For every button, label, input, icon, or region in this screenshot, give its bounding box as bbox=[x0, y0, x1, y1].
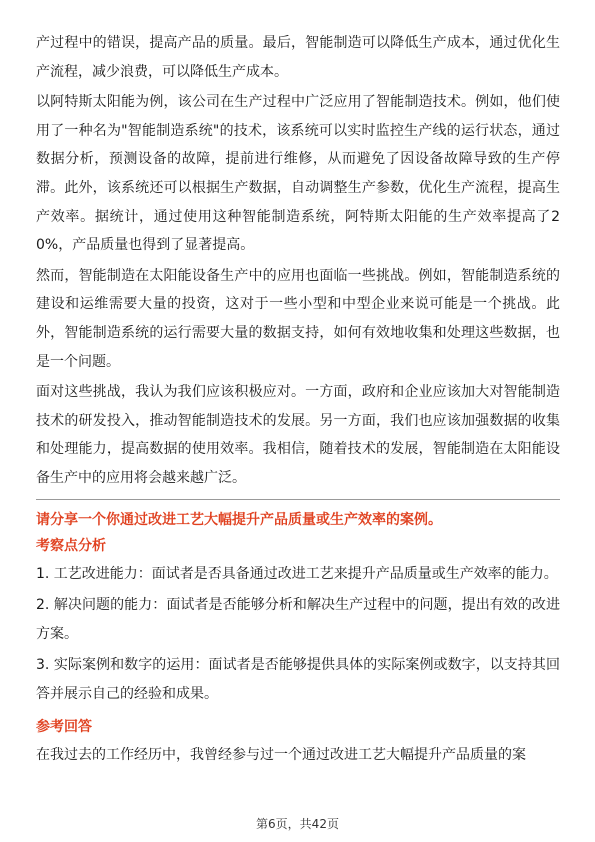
body-paragraph: 以阿特斯太阳能为例，该公司在生产过程中广泛应用了智能制造技术。例如，他们使用了一种名为"智能制造系统"的技术，该系统可以实时监控生产线的运行状态，通过数据分析，预测设备的故障，提前进行维修，从而避免了因设备故障导致的生产停滞。此外，该系统还可以根据生产数据，自动调整生产参数，优化生产流程，提高生产效率。据统计，通过使用这种智能制造系统，阿特斯太阳能的生产效率提高了20%，产品质量也得到了显著提高。 bbox=[36, 94, 560, 254]
interview-question: 请分享一个你通过改进工艺大幅提升产品质量或生产效率的案例。 bbox=[36, 511, 442, 528]
page-number-footer: 第6页，共42页 bbox=[256, 817, 339, 831]
analysis-item: 3. 实际案例和数字的运用：面试者是否能够提供具体的实际案例或数字，以支持其回答并展示自己的经验和成果。 bbox=[36, 656, 560, 702]
analysis-heading: 考察点分析 bbox=[36, 537, 106, 554]
analysis-item: 2. 解决问题的能力：面试者是否能够分析和解决生产过程中的问题，提出有效的改进方案。 bbox=[36, 596, 560, 642]
analysis-item: 1. 工艺改进能力：面试者是否具备通过改进工艺来提升产品质量或生产效率的能力。 bbox=[36, 565, 558, 582]
page-content bbox=[36, 29, 560, 772]
body-paragraph: 然而，智能制造在太阳能设备生产中的应用也面临一些挑战。例如，智能制造系统的建设和运维需要大量的投资，这对于一些小型和中型企业来说可能是一个挑战。此外，智能制造系统的运行需要大量的数据支持，如何有效地收集和处理这些数据，也是一个问题。 bbox=[36, 267, 560, 370]
reference-answer-heading: 参考回答 bbox=[36, 718, 92, 735]
section-divider bbox=[36, 499, 560, 500]
body-paragraph: 产过程中的错误，提高产品的质量。最后，智能制造可以降低生产成本，通过优化生产流程，减少浪费，可以降低生产成本。 bbox=[36, 35, 560, 80]
reference-answer-text: 在我过去的工作经历中，我曾经参与过一个通过改进工艺大幅提升产品质量的案 bbox=[36, 746, 526, 763]
body-paragraph: 面对这些挑战，我认为我们应该积极应对。一方面，政府和企业应该加大对智能制造技术的研发投入，推动智能制造技术的发展。另一方面，我们也应该加强数据的收集和处理能力，提高数据的使用效率。我相信，随着技术的发展，智能制造在太阳能设备生产中的应用将会越来越广泛。 bbox=[36, 384, 560, 486]
